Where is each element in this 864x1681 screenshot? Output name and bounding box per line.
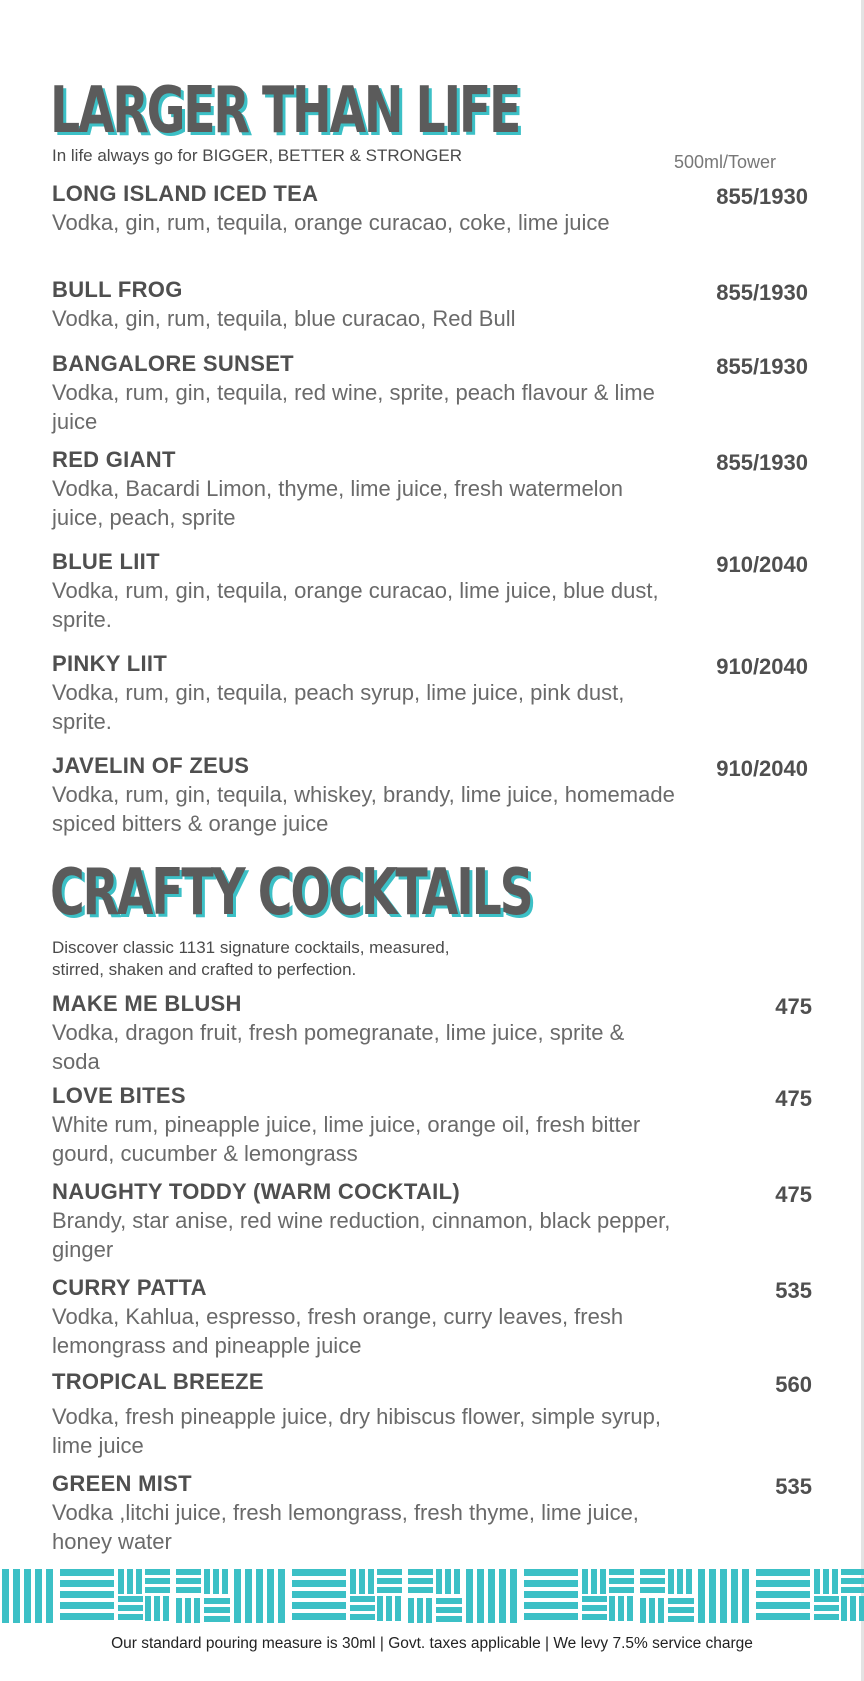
item-name: LONG ISLAND ICED TEA <box>52 181 319 206</box>
menu-item <box>52 650 822 736</box>
item-description: Vodka, Kahlua, espresso, fresh orange, curry leaves, fresh lemongrass and pineapple juice <box>52 1304 624 1358</box>
item-price: 855/1930 <box>716 450 808 475</box>
item-description: Vodka ,litchi juice, fresh lemongrass, fresh thyme, lime juice, honey water <box>52 1500 639 1554</box>
pattern-graphic <box>0 1565 864 1627</box>
item-description: Vodka, rum, gin, tequila, peach syrup, lime juice, pink dust, sprite. <box>52 680 625 734</box>
item-price: 475 <box>775 994 812 1019</box>
item-price: 855/1930 <box>716 354 808 379</box>
footer-note: Our standard pouring measure is 30ml | Govt. taxes applicable | We levy 7.5% service charge <box>111 1635 753 1652</box>
item-name: JAVELIN OF ZEUS <box>52 753 250 778</box>
item-name: NAUGHTY TODDY (WARM COCKTAIL) <box>52 1179 460 1204</box>
section-tagline-line-2: stirred, shaken and crafted to perfection. <box>52 960 357 979</box>
item-name: PINKY LIIT <box>52 651 168 676</box>
item-name: BLUE LIIT <box>52 549 160 574</box>
item-description: White rum, pineapple juice, lime juice, orange oil, fresh bitter gourd, cucumber & lemongrass <box>52 1112 641 1166</box>
menu-item <box>52 350 822 436</box>
menu-item <box>52 1274 822 1360</box>
price-unit-header: 500ml/Tower <box>674 152 777 172</box>
item-price: 910/2040 <box>716 756 808 781</box>
menu-item <box>52 1470 822 1556</box>
item-description: Vodka, rum, gin, tequila, red wine, sprite, peach flavour & lime juice <box>52 380 655 434</box>
menu-item <box>52 990 822 1076</box>
section-tagline: In life always go for BIGGER, BETTER & STRONGER <box>52 146 462 165</box>
menu-item <box>52 1178 822 1264</box>
menu-item <box>52 1082 822 1168</box>
item-name: MAKE ME BLUSH <box>52 991 242 1016</box>
section-tagline-line-1: Discover classic 1131 signature cocktails, measured, <box>52 938 450 957</box>
menu-item <box>52 1368 822 1460</box>
item-name: LOVE BITES <box>52 1083 186 1108</box>
item-description: Brandy, star anise, red wine reduction, cinnamon, black pepper, ginger <box>52 1208 671 1262</box>
item-name: BULL FROG <box>52 277 183 302</box>
section-title-larger-than-life: LARGER THAN LIFE <box>50 74 520 148</box>
item-price: 855/1930 <box>716 184 808 209</box>
section-title-crafty-cocktails: CRAFTY COCKTAILS <box>50 856 532 930</box>
item-name: GREEN MIST <box>52 1471 192 1496</box>
item-description: Vodka, gin, rum, tequila, orange curacao, coke, lime juice <box>52 210 610 235</box>
item-description: Vodka, gin, rum, tequila, blue curacao, Red Bull <box>52 306 516 331</box>
item-name: RED GIANT <box>52 447 176 472</box>
item-price: 855/1930 <box>716 280 808 305</box>
item-description: Vodka, rum, gin, tequila, whiskey, brandy, lime juice, homemade spiced bitters & orange juice <box>52 782 675 836</box>
item-name: BANGALORE SUNSET <box>52 351 294 376</box>
item-description: Vodka, fresh pineapple juice, dry hibiscus flower, simple syrup, lime juice <box>52 1404 661 1458</box>
item-name: CURRY PATTA <box>52 1275 207 1300</box>
item-description: Vodka, dragon fruit, fresh pomegranate, lime juice, sprite & soda <box>52 1020 625 1074</box>
item-price: 535 <box>775 1278 812 1303</box>
item-price: 910/2040 <box>716 552 808 577</box>
decorative-pattern-band <box>0 1565 864 1627</box>
menu-item <box>52 446 822 532</box>
menu-item <box>52 548 822 634</box>
item-name: TROPICAL BREEZE <box>52 1369 264 1394</box>
item-price: 475 <box>775 1086 812 1111</box>
item-price: 560 <box>775 1372 812 1397</box>
menu-item <box>52 180 822 237</box>
menu-item <box>52 276 822 333</box>
item-description: Vodka, rum, gin, tequila, orange curacao, lime juice, blue dust, sprite. <box>52 578 659 632</box>
item-description: Vodka, Bacardi Limon, thyme, lime juice, fresh watermelon juice, peach, sprite <box>52 476 624 530</box>
menu-item <box>52 752 822 838</box>
item-price: 475 <box>775 1182 812 1207</box>
item-price: 910/2040 <box>716 654 808 679</box>
item-price: 535 <box>775 1474 812 1499</box>
